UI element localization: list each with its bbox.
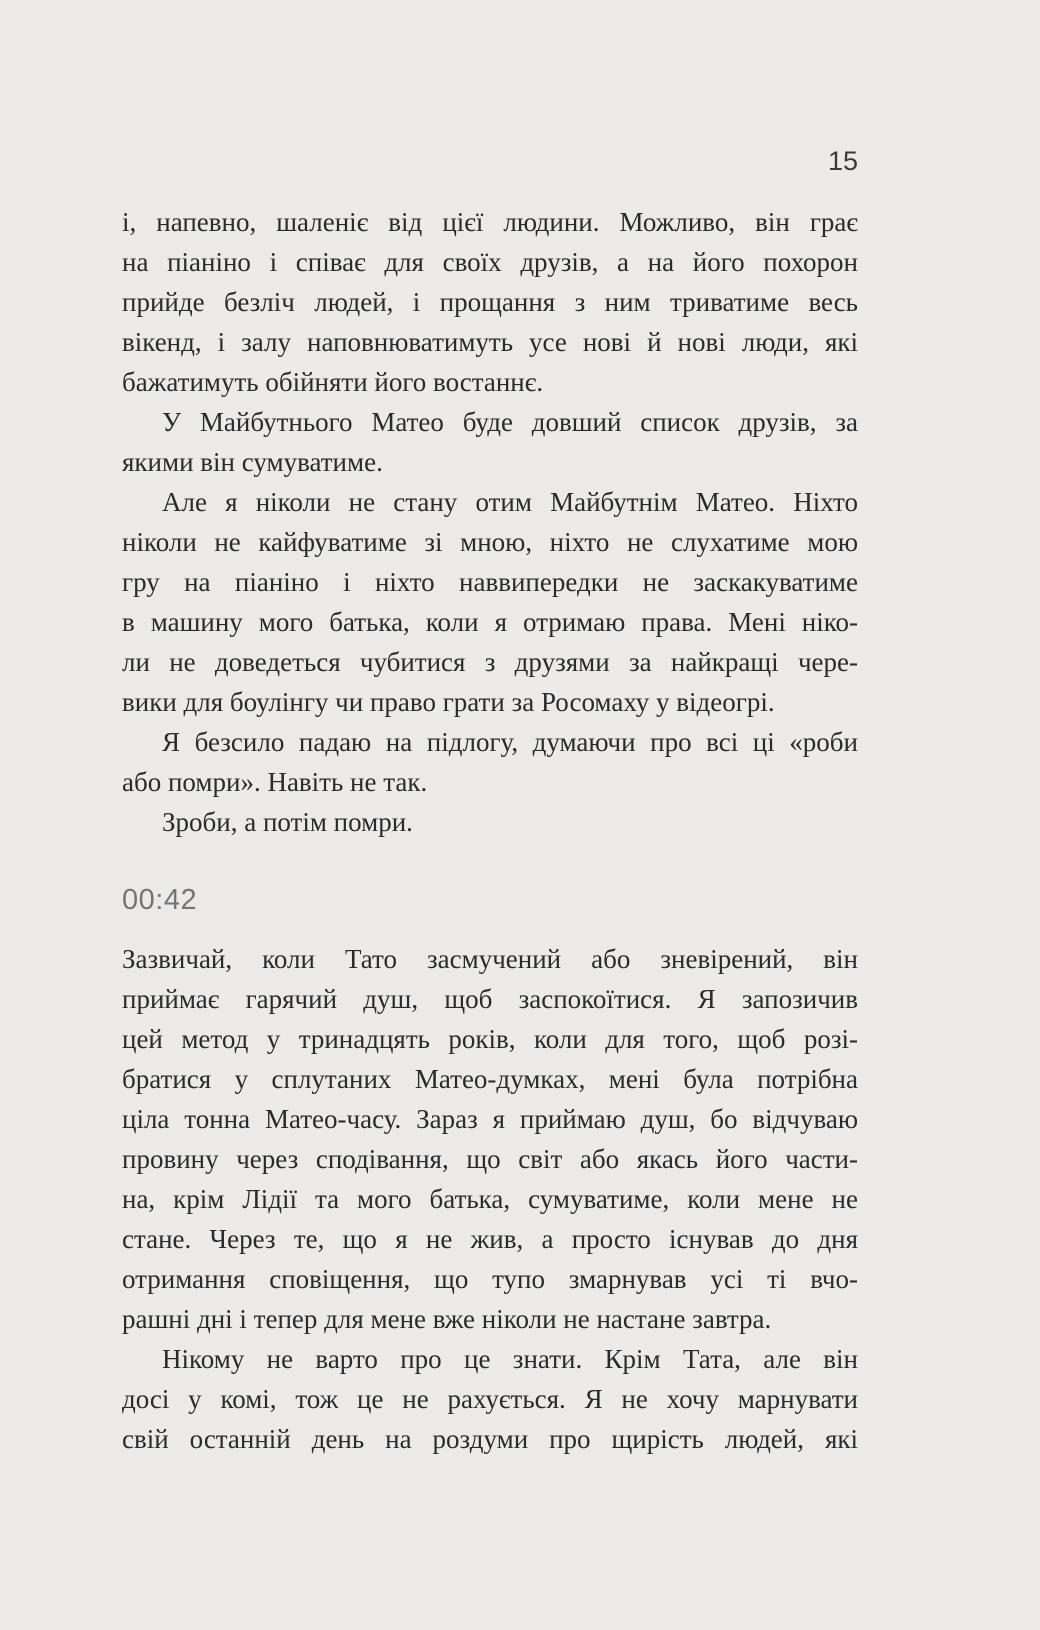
text-line: отримання сповіщення, що тупо змарнував усі ті вчо- — [122, 1264, 858, 1294]
text-line: провину через сподівання, що світ або якась його части- — [122, 1144, 858, 1174]
page-text — [122, 202, 858, 1459]
text-line: гру на піаніно і ніхто наввипередки не заскакуватиме — [122, 567, 858, 597]
text-line: в машину мого батька, коли я отримаю права. Мені ніко- — [122, 607, 858, 637]
text-line: Я безсило падаю на підлогу, думаючи про всі ці «роби — [162, 727, 858, 757]
text-line: вики для боулінгу чи право грати за Росомаху у відеогрі. — [122, 687, 775, 717]
text-line: Нікому не варто про це знати. Крім Тата, але він — [162, 1344, 858, 1374]
paragraph — [122, 802, 858, 842]
text-line: Зроби, а потім помри. — [162, 807, 413, 837]
text-line: на піаніно і співає для своїх друзів, а на його похорон — [122, 247, 858, 277]
text-line: ніколи не кайфуватиме зі мною, ніхто не слухатиме мою — [122, 527, 858, 557]
paragraph — [122, 1339, 858, 1459]
text-line: ціла тонна Матео-часу. Зараз я приймаю душ, бо відчуваю — [122, 1104, 858, 1134]
text-line: прийде безліч людей, і прощання з ним триватиме весь — [122, 287, 858, 317]
paragraph — [122, 722, 858, 802]
paragraph — [122, 482, 858, 722]
paragraph — [122, 402, 858, 482]
text-line: якими він сумуватиме. — [122, 447, 383, 477]
text-line: досі у комі, тож це не рахується. Я не хочу марнувати — [122, 1384, 858, 1414]
text-line: приймає гарячий душ, щоб заспокоїтися. Я запозичив — [122, 984, 858, 1014]
text-line: Але я ніколи не стану отим Майбутнім Матео. Ніхто — [162, 487, 858, 517]
text-line: ли не доведеться чубитися з друзями за найкращі чере- — [122, 647, 858, 677]
text-line: свій останній день на роздуми про щирість людей, які — [122, 1424, 858, 1454]
text-line: рашні дні і тепер для мене вже ніколи не настане завтра. — [122, 1304, 772, 1334]
paragraph — [122, 202, 858, 402]
text-line: У Майбутнього Матео буде довший список друзів, за — [162, 407, 858, 437]
paragraph — [122, 939, 858, 1339]
text-line: вікенд, і залу наповнюватимуть усе нові й нові люди, які — [122, 327, 858, 357]
text-line: або помри». Навіть не так. — [122, 767, 428, 797]
text-line: Зазвичай, коли Тато засмучений або зневірений, він — [122, 944, 858, 974]
text-line: стане. Через те, що я не жив, а просто існував до дня — [122, 1224, 858, 1254]
text-line: бажатимуть обійняти його востаннє. — [122, 367, 544, 397]
section-break-timestamp: 00:42 — [122, 884, 198, 916]
page-number: 15 — [827, 146, 858, 176]
text-line: і, напевно, шаленіє від цієї людини. Можливо, він грає — [122, 207, 858, 237]
text-line: цей метод у тринадцять років, коли для того, щоб розі- — [122, 1024, 858, 1054]
text-line: на, крім Лідії та мого батька, сумуватиме, коли мене не — [122, 1184, 858, 1214]
text-line: братися у сплутаних Матео-думках, мені була потрібна — [122, 1064, 858, 1094]
